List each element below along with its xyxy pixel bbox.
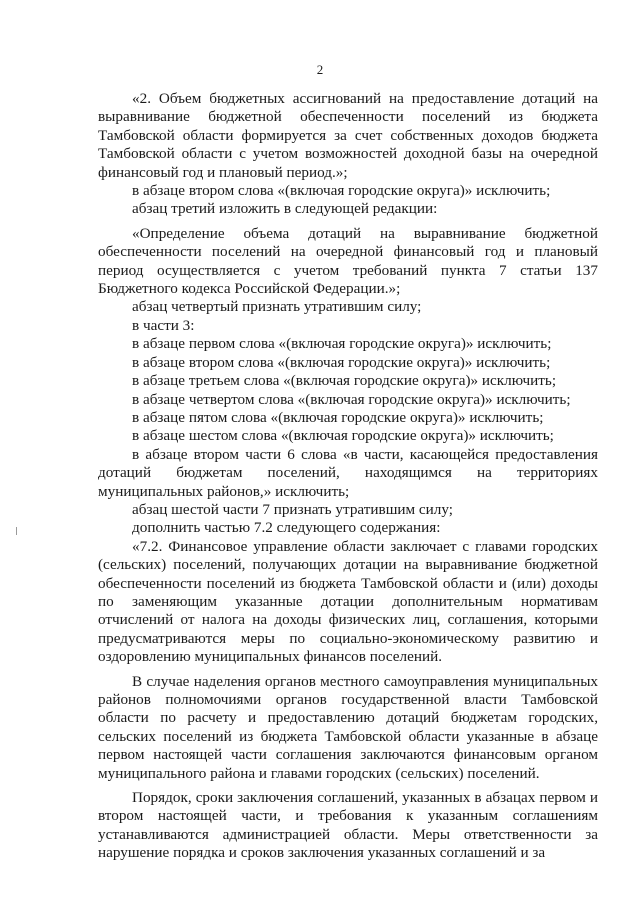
paragraph-1: «2. Объем бюджетных ассигнований на предоставление дотаций на выравнивание бюджетной обеспеченности поселений из бюджета Тамбовской области формируется за счет собственных доходов бюджета Тамбовской области с учетом возможностей доходной базы на очередной финансовый год и плановый период.»;: [98, 90, 598, 181]
paragraph-14: абзац шестой части 7 признать утратившим силу;: [132, 500, 453, 518]
paragraph-11: в абзаце пятом слова «(включая городские округа)» исключить;: [132, 408, 544, 426]
paragraph-15: дополнить частью 7.2 следующего содержания:: [132, 519, 441, 537]
paragraph-18: Порядок, сроки заключения соглашений, указанных в абзацах первом и втором настоящей части, и требования к указанным соглашениям устанавливаются администрацией области. Меры ответственности за нарушение порядка и сроков заключения указанных соглашений и за: [98, 789, 598, 862]
paragraph-17: В случае наделения органов местного самоуправления муниципальных районов полномочиями органов государственной власти Тамбовской области по расчету и предоставлению дотаций бюджетам городских, сельских поселений из бюджета Тамбовской области указанные в абзаце первом настоящей части соглашения заключаются финансовым органом муниципального района и главами городских (сельских) поселений.: [98, 672, 598, 782]
paragraph-7: в абзаце первом слова «(включая городские округа)» исключить;: [132, 335, 552, 353]
paragraph-4: «Определение объема дотаций на выравнивание бюджетной обеспеченности поселений на очередной финансовый год и плановый период осуществляется с учетом требований пункта 7 статьи 137 Бюджетного кодекса Российской Федерации.»;: [98, 224, 598, 298]
paragraph-16: «7.2. Финансовое управление области заключает с главами городских (сельских) поселений, получающих дотации на выравнивание бюджетной обеспеченности поселений из бюджета Тамбовской области и (или) доходы по заменяющим указанные дотации дополнительным нормативам отчислений от налога на доходы физических лиц, соглашения, которыми предусматриваются меры по социально-экономическому развитию и оздоровлению муниципальных финансов поселений.: [98, 537, 598, 666]
paragraph-2: в абзаце втором слова «(включая городские округа)» исключить;: [132, 182, 551, 200]
paragraph-8: в абзаце втором слова «(включая городские округа)» исключить;: [132, 353, 551, 371]
paragraph-5: абзац четвертый признать утратившим силу;: [132, 298, 422, 316]
paragraph-6: в части 3:: [132, 316, 195, 334]
paragraph-12: в абзаце шестом слова «(включая городские округа)» исключить;: [132, 427, 554, 445]
paragraph-13: в абзаце втором части 6 слова «в части, касающейся предоставления дотаций бюджетам поселений, находящимся на территориях муниципальных районов,» исключить;: [98, 445, 598, 500]
page-number: 2: [316, 62, 324, 77]
paragraph-9: в абзаце третьем слова «(включая городские округа)» исключить;: [132, 372, 557, 390]
scan-artifact: [16, 527, 17, 535]
paragraph-10: в абзаце четвертом слова «(включая городские округа)» исключить;: [132, 390, 571, 408]
document-body: [98, 90, 598, 863]
paragraph-3: абзац третий изложить в следующей редакции:: [132, 200, 438, 218]
